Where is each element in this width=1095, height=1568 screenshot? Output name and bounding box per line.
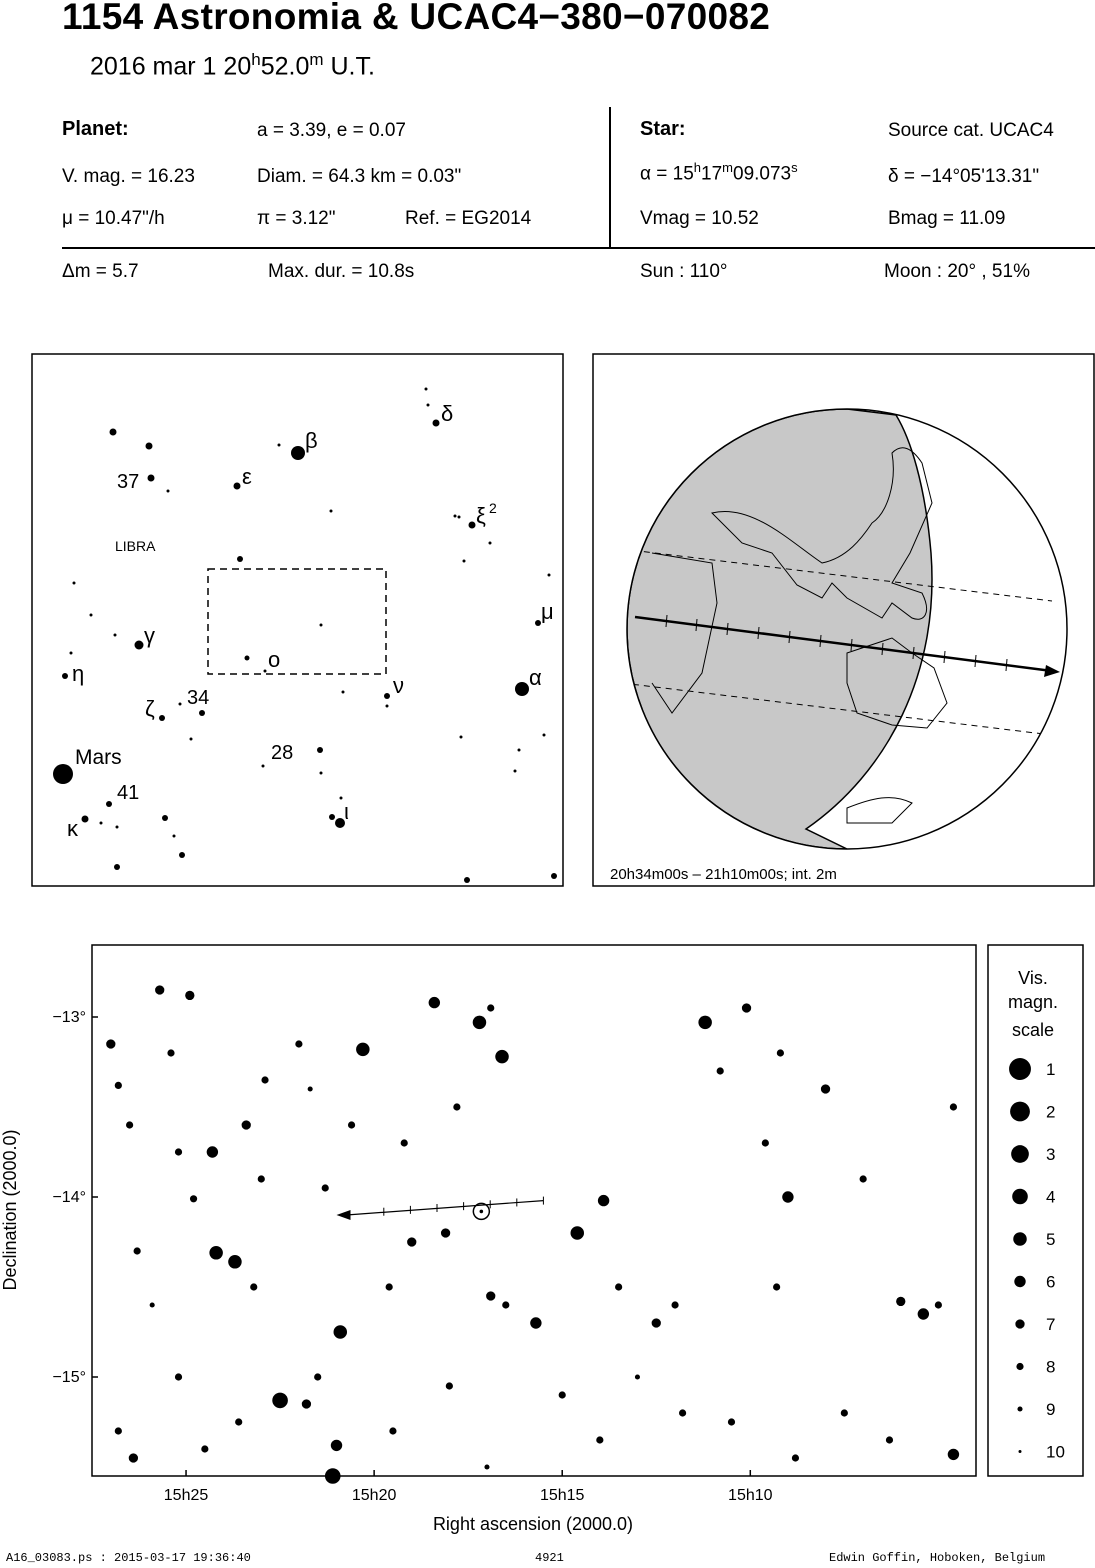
label-xi-index: 2 [489, 500, 497, 516]
x-tick-label: 15h20 [351, 1487, 397, 1504]
legend-dot [1011, 1145, 1029, 1163]
globe-caption: 20h34m00s – 21h10m00s; int. 2m [610, 866, 837, 883]
star-point [129, 1453, 138, 1462]
planet-heading: Planet: [62, 118, 129, 140]
star-point [235, 1418, 242, 1425]
star-point [242, 1120, 251, 1129]
star-point [486, 1291, 495, 1300]
label-alpha: α [529, 665, 542, 690]
star-point [530, 1317, 541, 1328]
star-point [773, 1283, 780, 1290]
chart-frame [92, 945, 976, 1476]
finder-chart [31, 353, 564, 887]
star-point [896, 1297, 905, 1306]
footer-file: A16_03083.ps : 2015-03-17 19:36:40 [6, 1551, 251, 1565]
table-divider [609, 107, 611, 247]
star-point [175, 1373, 182, 1380]
label-41: 41 [117, 782, 140, 804]
legend-dot [1014, 1276, 1025, 1287]
star-point [615, 1283, 622, 1290]
star-point [331, 1440, 342, 1451]
star-point [473, 1016, 487, 1030]
legend-title-line1: Vis. [1018, 968, 1048, 988]
legend-mag-label: 5 [1046, 1230, 1056, 1249]
planet-motion: μ = 10.47"/h [62, 208, 165, 229]
star-point [782, 1191, 793, 1202]
star-point [762, 1139, 769, 1146]
star-point [261, 1076, 268, 1083]
star-source: Source cat. UCAC4 [888, 120, 1054, 141]
star-dec: δ = −14°05'13.31" [888, 166, 1040, 187]
star-point [356, 1043, 370, 1057]
star-point [571, 1226, 585, 1240]
star-point [495, 1050, 509, 1064]
x-tick-label: 15h25 [163, 1487, 209, 1504]
star-point [272, 1393, 288, 1409]
star-point [295, 1040, 302, 1047]
star-point [334, 1325, 348, 1339]
legend-title-line2: magn. [1007, 992, 1059, 1012]
star-point [150, 1302, 155, 1307]
y-tick-label: −14° [52, 1189, 86, 1206]
star-point [106, 1039, 115, 1048]
legend-mag-label: 7 [1046, 1315, 1056, 1334]
label-nu: ν [393, 673, 404, 698]
target-star [480, 1210, 484, 1214]
delta-mag: Δm = 5.7 [62, 261, 139, 282]
star-point [728, 1418, 735, 1425]
legend-dot [1012, 1189, 1028, 1205]
star-point [201, 1445, 208, 1452]
label-mu: μ [541, 599, 554, 624]
star-point [446, 1382, 453, 1389]
planet-parallax: π = 3.12" [257, 208, 336, 229]
star-point [185, 991, 194, 1000]
star-point [386, 1283, 393, 1290]
max-duration: Max. dur. = 10.8s [268, 261, 415, 282]
star-point [777, 1049, 784, 1056]
star-point [950, 1103, 957, 1110]
footer-number: 4921 [535, 1551, 564, 1565]
label-omicron: ο [268, 647, 281, 672]
legend-dot [1013, 1232, 1027, 1246]
star-point [250, 1283, 257, 1290]
star-point [207, 1146, 218, 1157]
star-point [841, 1409, 848, 1416]
x-tick-label: 15h10 [728, 1487, 773, 1504]
label-beta: β [305, 428, 318, 453]
legend-dot [1016, 1363, 1023, 1370]
star-point [596, 1436, 603, 1443]
moon-info: Moon : 20° , 51% [884, 261, 1030, 282]
star-point [717, 1067, 724, 1074]
star-point [635, 1374, 640, 1379]
star-point [175, 1148, 182, 1155]
star-point [559, 1391, 566, 1398]
star-point [652, 1318, 661, 1327]
star-point [190, 1195, 197, 1202]
star-ra: $\alpha = 15^h17^m09.073^s$ [640, 160, 798, 185]
footer-author: Edwin Goffin, Hoboken, Belgium [829, 1551, 1046, 1565]
planet-orbit: a = 3.39, e = 0.07 [257, 120, 406, 141]
sun-elongation: Sun : 110° [640, 261, 728, 282]
label-34: 34 [187, 687, 210, 709]
label-xi: ξ [476, 503, 486, 528]
legend-mag-label: 1 [1046, 1060, 1056, 1079]
legend-dot [1010, 1102, 1030, 1122]
star-point [258, 1175, 265, 1182]
star-point [598, 1195, 609, 1206]
star-point [322, 1184, 329, 1191]
star-heading: Star: [640, 118, 686, 140]
constellation-label: LIBRA [115, 538, 156, 554]
star-point [389, 1427, 396, 1434]
label-zeta: ζ [145, 696, 155, 721]
planet-reference: Ref. = EG2014 [405, 208, 532, 229]
star-point [698, 1016, 712, 1030]
legend-mag-label: 8 [1046, 1357, 1056, 1377]
star-point [314, 1373, 321, 1380]
legend-mag-label: 6 [1046, 1272, 1056, 1292]
star-point [502, 1301, 509, 1308]
star-point [742, 1003, 751, 1012]
legend-mag-label: 4 [1046, 1187, 1056, 1207]
label-epsilon: ε [242, 464, 252, 489]
star-point [918, 1308, 929, 1319]
planet-vmag: V. mag. = 16.23 [62, 166, 195, 187]
label-kappa: κ [67, 816, 78, 841]
table-rule [62, 247, 1095, 249]
legend-mag-label: 9 [1046, 1400, 1056, 1419]
globe-panel [592, 353, 1095, 887]
legend-dot [1019, 1450, 1022, 1453]
star-point [115, 1427, 122, 1434]
star-chart [0, 940, 1095, 1540]
star-point [453, 1103, 460, 1110]
star-point [209, 1246, 223, 1260]
planet-diameter: Diam. = 64.3 km = 0.03" [257, 166, 462, 187]
star-point [325, 1468, 341, 1484]
star-point [441, 1228, 450, 1237]
star-point [308, 1086, 313, 1091]
star-point [126, 1121, 133, 1128]
legend-dot [1009, 1058, 1031, 1080]
star-bmag: Bmag = 11.09 [888, 208, 1006, 229]
y-axis-label: Declination (2000.0) [0, 1129, 20, 1291]
star-point [407, 1237, 416, 1246]
star-point [487, 1004, 494, 1011]
star-vmag: Vmag = 10.52 [640, 208, 759, 229]
legend-mag-label: 3 [1046, 1145, 1056, 1164]
event-datetime: 2016 mar 1 20$^h$52.0$^m$ U.T. [90, 50, 375, 81]
legend-title-line3: scale [1011, 1020, 1055, 1040]
star-point [228, 1255, 242, 1269]
label-delta: δ [441, 401, 454, 426]
label-eta: η [72, 661, 85, 686]
x-tick-label: 15h15 [539, 1487, 585, 1504]
legend-dot [1017, 1406, 1022, 1411]
star-point [886, 1436, 893, 1443]
star-point [935, 1301, 942, 1308]
star-point [792, 1454, 799, 1461]
label-28: 28 [271, 742, 294, 764]
label-mars: Mars [75, 746, 122, 769]
star-point [155, 985, 164, 994]
x-axis-label: Right ascension (2000.0) [432, 1514, 634, 1534]
star-point [401, 1139, 408, 1146]
y-tick-label: −13° [52, 1009, 86, 1026]
page-title: 1154 Astronomia & UCAC4−380−070082 [62, 0, 771, 37]
star-point [167, 1049, 174, 1056]
legend-dot [1015, 1319, 1024, 1328]
star-point [348, 1121, 355, 1128]
star-point [671, 1301, 678, 1308]
star-point [484, 1464, 489, 1469]
legend-mag-label: 2 [1046, 1102, 1056, 1122]
star-point [115, 1082, 122, 1089]
star-point [948, 1449, 959, 1460]
label-gamma: γ [144, 623, 155, 648]
star-point [860, 1175, 867, 1182]
star-point [134, 1247, 141, 1254]
y-tick-label: −15° [52, 1369, 86, 1386]
star-point [302, 1399, 311, 1408]
legend-mag-label: 10 [1046, 1442, 1065, 1462]
star-point [821, 1084, 830, 1093]
label-37: 37 [117, 471, 140, 493]
star-point [679, 1409, 686, 1416]
star-point [429, 997, 440, 1008]
label-iota: ι [344, 799, 349, 824]
